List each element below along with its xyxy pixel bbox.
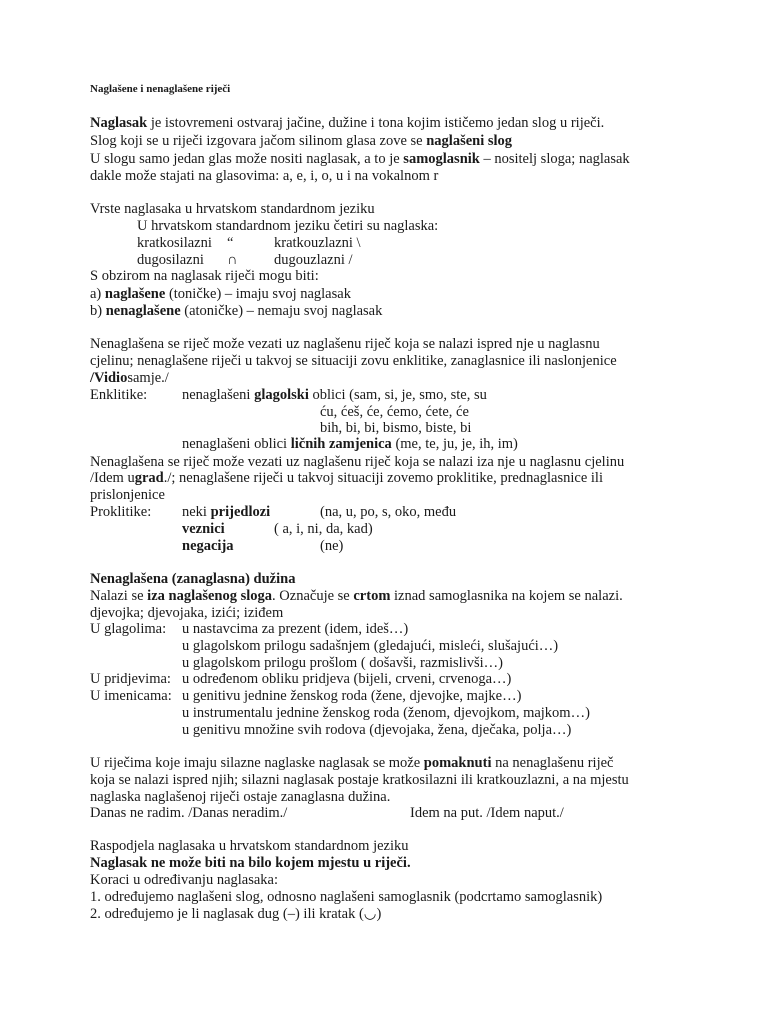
duzina-imenice-1: u genitivu jednine ženskog roda (žene, djevojke, majke…) bbox=[182, 688, 522, 704]
duzina-line-2: djevojka; djevojaka, izići; iziđem bbox=[90, 605, 284, 621]
duzina-heading: Nenaglašena (zanaglasna) dužina bbox=[90, 571, 296, 587]
document-title: Naglašene i nenaglašene riječi bbox=[90, 83, 231, 95]
proclitics-row-2-label: veznici bbox=[182, 521, 225, 537]
pomak-example-1: Danas ne radim. /Danas neradim./ bbox=[90, 805, 288, 821]
raspodjela-rule: Naglasak ne može biti na bilo kojem mjestu u riječi. bbox=[90, 855, 411, 871]
accent-kratkosilazni: kratkosilazni bbox=[137, 235, 212, 251]
pomak-line-2: koja se nalazi ispred njih; silazni naglasak postaje kratkosilazni ili kratkouzlazni, a na mjestu bbox=[90, 772, 629, 788]
proclitics-para-1: Nenaglašena se riječ može vezati uz naglašenu riječ koja se nalazi iza nje u naglasnu cjelinu bbox=[90, 454, 625, 470]
duzina-line-1: Nalazi se iza naglašenog sloga. Označuje se crtom iznad samoglasnika na kojem se nalazi. bbox=[90, 588, 623, 604]
duzina-glagoli-label: U glagolima: bbox=[90, 621, 167, 637]
proclitics-row-2-value: ( a, i, ni, da, kad) bbox=[274, 521, 373, 537]
duzina-glagoli-3: u glagolskom prilogu prošlom ( došavši, razmislivši…) bbox=[182, 655, 503, 671]
enclitics-row-4: nenaglašeni oblici ličnih zamjenica (me, te, ju, je, ih, im) bbox=[182, 436, 518, 452]
proclitics-label: Proklitike: bbox=[90, 504, 152, 520]
proclitics-para-2: /Idem ugrad./; nenaglašene riječi u takvoj situaciji zovemo proklitike, prednaglasnice ili bbox=[90, 470, 603, 486]
proclitics-row-3-label: negacija bbox=[182, 538, 234, 554]
raspodjela-koraci: Koraci u određivanju naglasaka: bbox=[90, 872, 279, 888]
types-obzirom: S obzirom na naglasak riječi mogu biti: bbox=[90, 268, 319, 284]
enclitics-label: Enklitike: bbox=[90, 387, 148, 403]
proclitics-row-1-value: (na, u, po, s, oko, među bbox=[320, 504, 457, 520]
pomak-line-1: U riječima koje imaju silazne naglaske naglasak se može pomaknuti na nenaglašenu riječ bbox=[90, 755, 614, 771]
raspodjela-korak-1: 1. određujemo naglašeni slog, odnosno naglašeni samoglasnik (podcrtamo samoglasnik) bbox=[90, 889, 603, 905]
duzina-glagoli-1: u nastavcima za prezent (idem, ideš…) bbox=[182, 621, 409, 637]
duzina-pridjevi-1: u određenom obliku pridjeva (bijeli, crveni, crvenoga…) bbox=[182, 671, 512, 687]
duzina-pridjevi-label: U pridjevima: bbox=[90, 671, 171, 687]
accent-dugouzlazni: dugouzlazni / bbox=[274, 252, 353, 268]
proclitics-para-3: prislonjenice bbox=[90, 487, 165, 503]
pomak-line-3: naglaska naglašenoj riječi ostaje zanaglasna dužina. bbox=[90, 789, 391, 805]
proclitics-row-3-value: (ne) bbox=[320, 538, 344, 554]
pomak-example-2: Idem na put. /Idem naput./ bbox=[410, 805, 564, 821]
enclitics-para-2: cjelinu; nenaglašene riječi u takvoj se situaciji zovu enklitike, zanaglasnice ili naslonjenice bbox=[90, 353, 617, 369]
intro-line-2: Slog koji se u riječi izgovara jačom silinom glasa zove se naglašeni slog bbox=[90, 133, 513, 149]
types-subheading: U hrvatskom standardnom jeziku četiri su naglaska: bbox=[137, 218, 439, 234]
accent-dugosilazni: dugosilazni bbox=[137, 252, 204, 268]
proclitics-row-1-label: neki prijedlozi bbox=[182, 504, 271, 520]
raspodjela-korak-2: 2. određujemo je li naglasak dug (–) ili kratak (◡) bbox=[90, 906, 382, 922]
duzina-imenice-2: u instrumentalu jednine ženskog roda (ženom, djevojkom, majkom…) bbox=[182, 705, 590, 721]
enclitics-row-2: ću, ćeš, će, ćemo, ćete, će bbox=[320, 404, 469, 420]
accent-dugosilazni-sign: ∩ bbox=[227, 252, 238, 268]
types-item-a: a) naglašene (toničke) – imaju svoj naglasak bbox=[90, 286, 351, 302]
enclitics-row-1: nenaglašeni glagolski oblici (sam, si, je, smo, ste, su bbox=[182, 387, 487, 403]
duzina-imenice-label: U imenicama: bbox=[90, 688, 172, 704]
duzina-glagoli-2: u glagolskom prilogu sadašnjem (gledajući, misleći, slušajući…) bbox=[182, 638, 559, 654]
types-heading: Vrste naglasaka u hrvatskom standardnom jeziku bbox=[90, 201, 375, 217]
duzina-imenice-3: u genitivu množine svih rodova (djevojaka, žena, dječaka, polja…) bbox=[182, 722, 572, 738]
enclitics-example: /Vidiosamje./ bbox=[90, 370, 169, 386]
intro-line-3: U slogu samo jedan glas može nositi naglasak, a to je samoglasnik – nositelj sloga; naglasak bbox=[90, 151, 630, 167]
intro-line-4: dakle može stajati na glasovima: a, e, i, o, u i na vokalnom r bbox=[90, 168, 439, 184]
enclitics-row-3: bih, bi, bi, bismo, biste, bi bbox=[320, 420, 472, 436]
types-item-b: b) nenaglašene (atoničke) – nemaju svoj naglasak bbox=[90, 303, 383, 319]
raspodjela-heading: Raspodjela naglasaka u hrvatskom standardnom jeziku bbox=[90, 838, 409, 854]
enclitics-para-1: Nenaglašena se riječ može vezati uz naglašenu riječ koja se nalazi ispred nje u naglasnu bbox=[90, 336, 600, 352]
accent-kratkosilazni-sign: “ bbox=[227, 235, 234, 251]
intro-line-1: Naglasak je istovremeni ostvaraj jačine, dužine i tona kojim ističemo jedan slog u riječi. bbox=[90, 115, 605, 131]
accent-kratkouzlazni: kratkouzlazni \ bbox=[274, 235, 361, 251]
